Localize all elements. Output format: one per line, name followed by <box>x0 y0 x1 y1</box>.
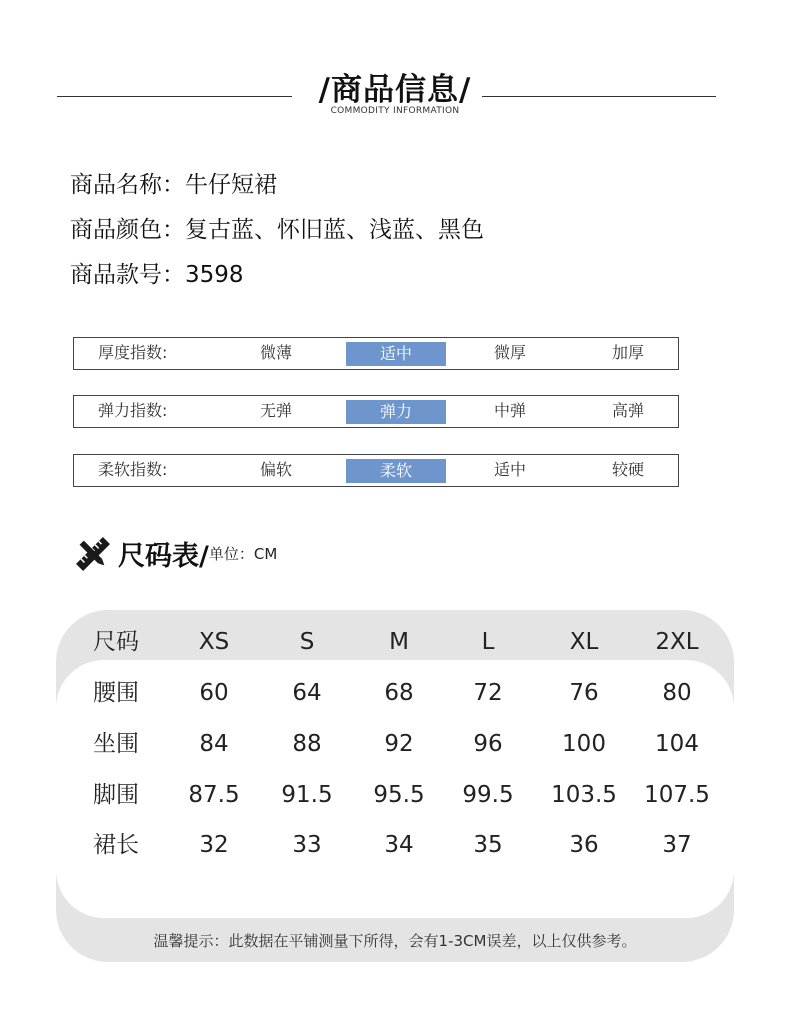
index-option: 较硬 <box>611 460 644 479</box>
size-value-cell: 99.5 <box>462 782 514 808</box>
size-header-cell: 2XL <box>655 629 699 655</box>
size-header-cell: XL <box>569 629 599 655</box>
index-label: 柔软指数: <box>98 460 168 479</box>
size-header-cell: XS <box>198 629 230 655</box>
size-value-cell: 103.5 <box>551 782 617 808</box>
index-option: 偏软 <box>259 460 292 479</box>
product-name: 商品名称：牛仔短裙 <box>70 172 277 198</box>
size-header-cell: L <box>481 629 495 655</box>
index-option: 适中 <box>493 460 526 479</box>
size-value-cell: 80 <box>662 680 692 706</box>
size-value-cell: 84 <box>199 731 229 757</box>
product-model: 商品款号：3598 <box>70 262 244 288</box>
size-header-cell: S <box>299 629 315 655</box>
size-value-cell: 88 <box>292 731 322 757</box>
index-softness <box>73 454 679 487</box>
size-value-cell: 34 <box>384 832 414 858</box>
index-option: 加厚 <box>611 343 644 362</box>
size-value-cell: 36 <box>569 832 599 858</box>
index-option: 微薄 <box>259 343 292 362</box>
index-elasticity <box>73 395 679 428</box>
index-option: 微厚 <box>493 343 526 362</box>
size-chart-title: 尺码表/ <box>118 541 209 572</box>
size-value-cell: 95.5 <box>373 782 425 808</box>
index-label: 厚度指数: <box>98 343 168 362</box>
size-value-cell: 96 <box>473 731 503 757</box>
size-value-cell: 100 <box>562 731 606 757</box>
size-value-cell: 92 <box>384 731 414 757</box>
size-value-cell: 33 <box>292 832 322 858</box>
size-chart-unit: 单位：CM <box>208 545 278 563</box>
size-header-cell: M <box>389 629 409 655</box>
size-chart-heading <box>76 534 277 573</box>
size-value-cell: 32 <box>199 832 229 858</box>
size-row-label: 裙长 <box>93 832 139 858</box>
size-value-cell: 91.5 <box>281 782 333 808</box>
size-value-cell: 37 <box>662 832 692 858</box>
index-thickness <box>73 337 679 370</box>
size-value-cell: 68 <box>384 680 414 706</box>
size-value-cell: 60 <box>199 680 229 706</box>
size-row-label: 腰围 <box>93 680 139 706</box>
size-value-cell: 64 <box>292 680 322 706</box>
index-option-selected: 弹力 <box>346 400 446 424</box>
size-note: 温馨提示：此数据在平铺测量下所得，会有1-3CM误差，以上仅供参考。 <box>153 932 637 950</box>
size-value-cell: 107.5 <box>644 782 710 808</box>
index-option: 中弹 <box>493 401 526 420</box>
product-color: 商品颜色：复古蓝、怀旧蓝、浅蓝、黑色 <box>70 217 484 243</box>
size-value-cell: 35 <box>473 832 503 858</box>
section-subtitle: COMMODITY INFORMATION <box>330 106 460 116</box>
index-option-selected: 适中 <box>346 342 446 366</box>
section-title: /商品信息/ <box>318 72 472 108</box>
size-value-cell: 72 <box>473 680 503 706</box>
size-value-cell: 104 <box>655 731 699 757</box>
index-option: 无弹 <box>259 401 292 420</box>
index-option: 高弹 <box>611 401 644 420</box>
size-row-label: 脚围 <box>93 782 139 808</box>
index-option-selected: 柔软 <box>346 459 446 483</box>
size-row-label: 坐围 <box>93 731 139 757</box>
index-label: 弹力指数: <box>98 401 168 420</box>
ruler-pencil-icon <box>76 537 110 571</box>
size-value-cell: 87.5 <box>188 782 240 808</box>
size-value-cell: 76 <box>569 680 599 706</box>
size-header-label: 尺码 <box>93 629 139 655</box>
